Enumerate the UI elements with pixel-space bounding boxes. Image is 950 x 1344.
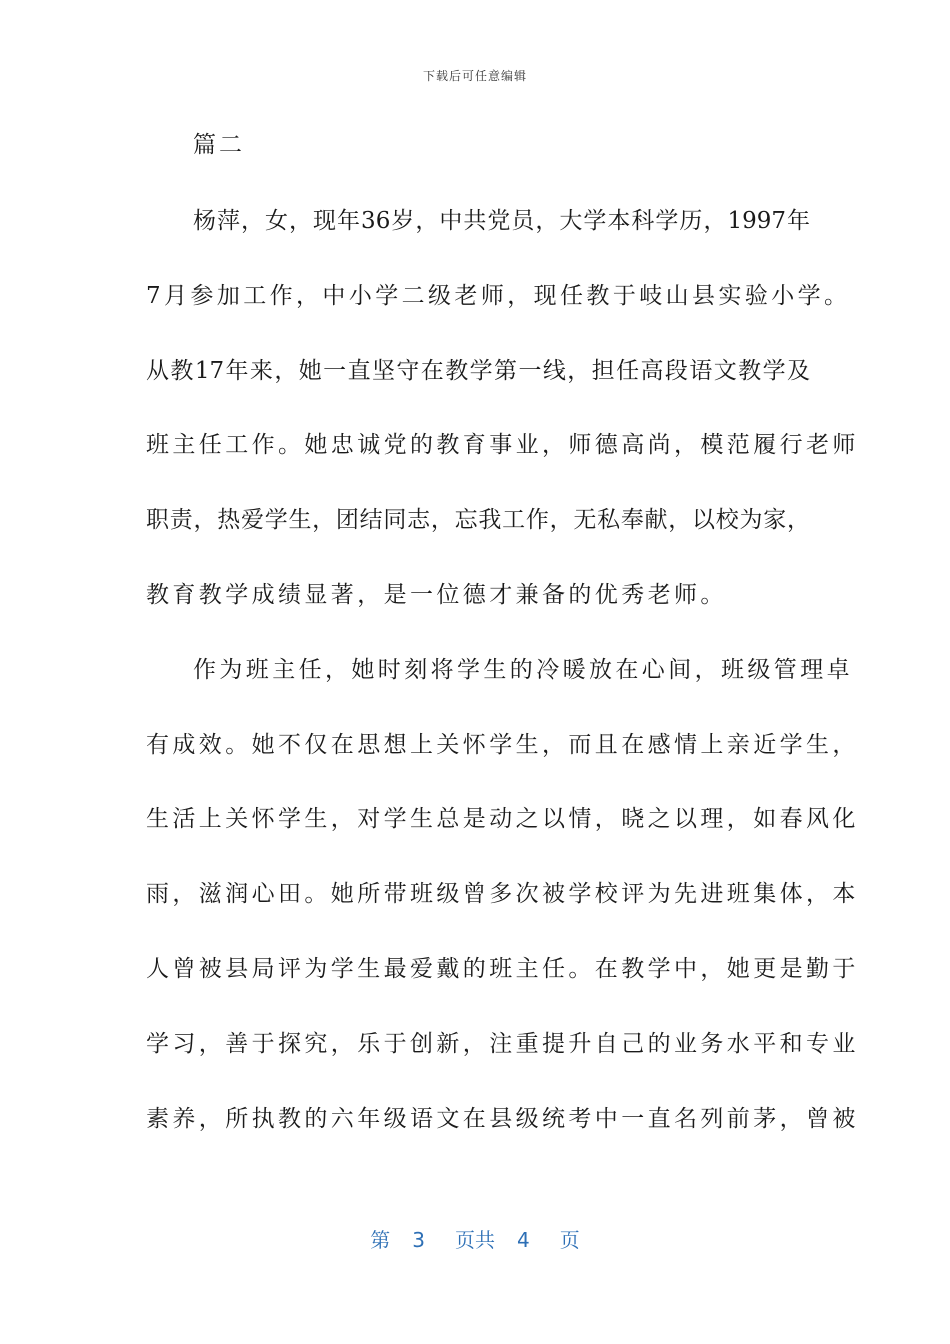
text-line: 职责，热爱学生，团结同志，忘我工作，无私奉献，以校为家，: [146, 507, 810, 534]
text-line: 素养，所执教的六年级语文在县级统考中一直名列前茅，曾被: [146, 1105, 859, 1132]
text-line: 教育教学成绩显著，是一位德才兼备的优秀老师。: [146, 581, 727, 608]
section-title: 篇二: [193, 132, 245, 158]
text-line: 从教17年来，她一直坚守在教学第一线，担任高段语文教学及: [146, 357, 810, 384]
text-line: 7月参加工作，中小学二级老师，现任教于岐山县实验小学。: [146, 282, 851, 309]
footer-total-pages: 4: [517, 1228, 530, 1252]
footer-prefix: 第: [370, 1228, 391, 1252]
page-footer: [0, 1224, 950, 1253]
text-line: 班主任工作。她忠诚党的教育事业，师德高尚，模范履行老师: [146, 432, 859, 459]
text-line: 学习，善于探究，乐于创新，注重提升自己的业务水平和专业: [146, 1030, 859, 1057]
text-line: 雨，滋润心田。她所带班级曾多次被学校评为先进班集体，本: [146, 881, 859, 908]
text-line: 有成效。她不仅在思想上关怀学生，而且在感情上亲近学生，: [146, 731, 859, 758]
text-line: 杨萍，女，现年36岁，中共党员，大学本科学历，1997年: [193, 208, 810, 234]
body-text: [146, 191, 859, 1163]
text-line: 作为班主任，她时刻将学生的冷暖放在心间，班级管理卓: [193, 656, 853, 683]
footer-suffix: 页: [559, 1228, 580, 1252]
header-note: 下载后可任意编辑: [422, 69, 527, 83]
text-line: 人曾被县局评为学生最爱戴的班主任。在教学中，她更是勤于: [146, 955, 859, 982]
text-line: 生活上关怀学生，对学生总是动之以情，晓之以理，如春风化: [146, 806, 859, 833]
footer-middle: 页共: [455, 1228, 495, 1252]
footer-current-page: 3: [412, 1228, 425, 1252]
